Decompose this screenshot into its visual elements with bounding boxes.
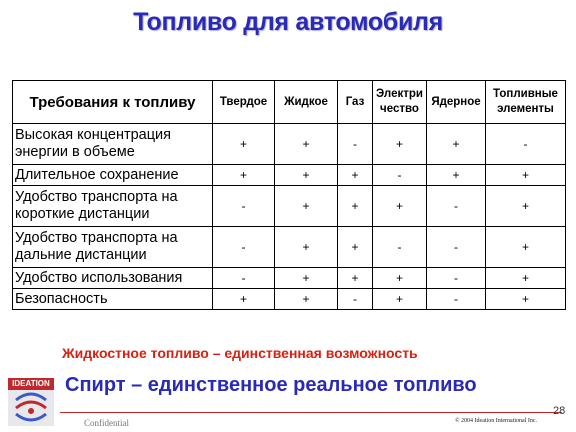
row-label: Удобство использования xyxy=(13,268,213,289)
table-cell: + xyxy=(427,124,486,165)
table-cell: + xyxy=(275,186,338,227)
table-cell: + xyxy=(486,268,566,289)
page-number: 28 xyxy=(553,405,566,417)
table-cell: - xyxy=(427,186,486,227)
table-cell: + xyxy=(338,165,373,186)
table-cell: + xyxy=(427,165,486,186)
table-cell: + xyxy=(275,268,338,289)
table-row xyxy=(13,165,566,186)
copyright-label: © 2004 Ideation International Inc. xyxy=(455,418,538,424)
table-cell: + xyxy=(486,289,566,310)
column-header-electricity: Электри чество xyxy=(373,81,427,124)
table-cell: + xyxy=(373,268,427,289)
table-cell: + xyxy=(486,227,566,268)
table-cell: + xyxy=(373,124,427,165)
table-cell: + xyxy=(275,124,338,165)
logo-text: IDEATION xyxy=(8,378,54,389)
table-row xyxy=(13,186,566,227)
table-cell: + xyxy=(213,289,275,310)
table-row xyxy=(13,227,566,268)
table-cell: - xyxy=(427,289,486,310)
table-cell: - xyxy=(338,289,373,310)
fuel-requirements-table xyxy=(12,80,566,310)
table-row xyxy=(13,268,566,289)
row-label: Удобство транспорта на короткие дистанции xyxy=(13,186,213,227)
confidential-label: Confidential xyxy=(84,418,129,428)
table-cell: - xyxy=(213,186,275,227)
column-header-gas: Газ xyxy=(338,81,373,124)
column-header-fuel-cells: Топливные элементы xyxy=(486,81,566,124)
table-cell: - xyxy=(213,268,275,289)
row-label: Удобство транспорта на дальние дистанции xyxy=(13,227,213,268)
ideation-logo xyxy=(8,378,54,426)
table-cell: + xyxy=(338,268,373,289)
table-row xyxy=(13,124,566,165)
row-label: Безопасность xyxy=(13,289,213,310)
table-cell: + xyxy=(373,186,427,227)
table-cell: - xyxy=(213,227,275,268)
table-cell: - xyxy=(373,227,427,268)
table-cell: - xyxy=(373,165,427,186)
table-cell: - xyxy=(427,268,486,289)
table-cell: + xyxy=(373,289,427,310)
subtitle-liquid-fuel: Жидкостное топливо – единственная возможность xyxy=(62,345,418,361)
table-row xyxy=(13,289,566,310)
subtitle-alcohol-fuel: Спирт – единственное реальное топливо xyxy=(65,374,477,396)
table-header-row xyxy=(13,81,566,124)
table-cell: + xyxy=(338,186,373,227)
table-cell: + xyxy=(213,124,275,165)
column-header-nuclear: Ядерное xyxy=(427,81,486,124)
slide-title: Топливо для автомобиля xyxy=(133,8,443,36)
table-cell: + xyxy=(338,227,373,268)
column-header-liquid: Жидкое xyxy=(275,81,338,124)
table-cell: + xyxy=(275,165,338,186)
table-cell: + xyxy=(275,227,338,268)
column-header-solid: Твердое xyxy=(213,81,275,124)
table-cell: - xyxy=(427,227,486,268)
table-cell: - xyxy=(338,124,373,165)
table-cell: + xyxy=(213,165,275,186)
column-header-requirements: Требования к топливу xyxy=(13,81,213,124)
table-cell: - xyxy=(486,124,566,165)
table-cell: + xyxy=(486,165,566,186)
row-label: Длительное сохранение xyxy=(13,165,213,186)
table-cell: + xyxy=(275,289,338,310)
table-cell: + xyxy=(486,186,566,227)
row-label: Высокая концентрация энергии в объеме xyxy=(13,124,213,165)
footer-divider xyxy=(60,412,562,413)
